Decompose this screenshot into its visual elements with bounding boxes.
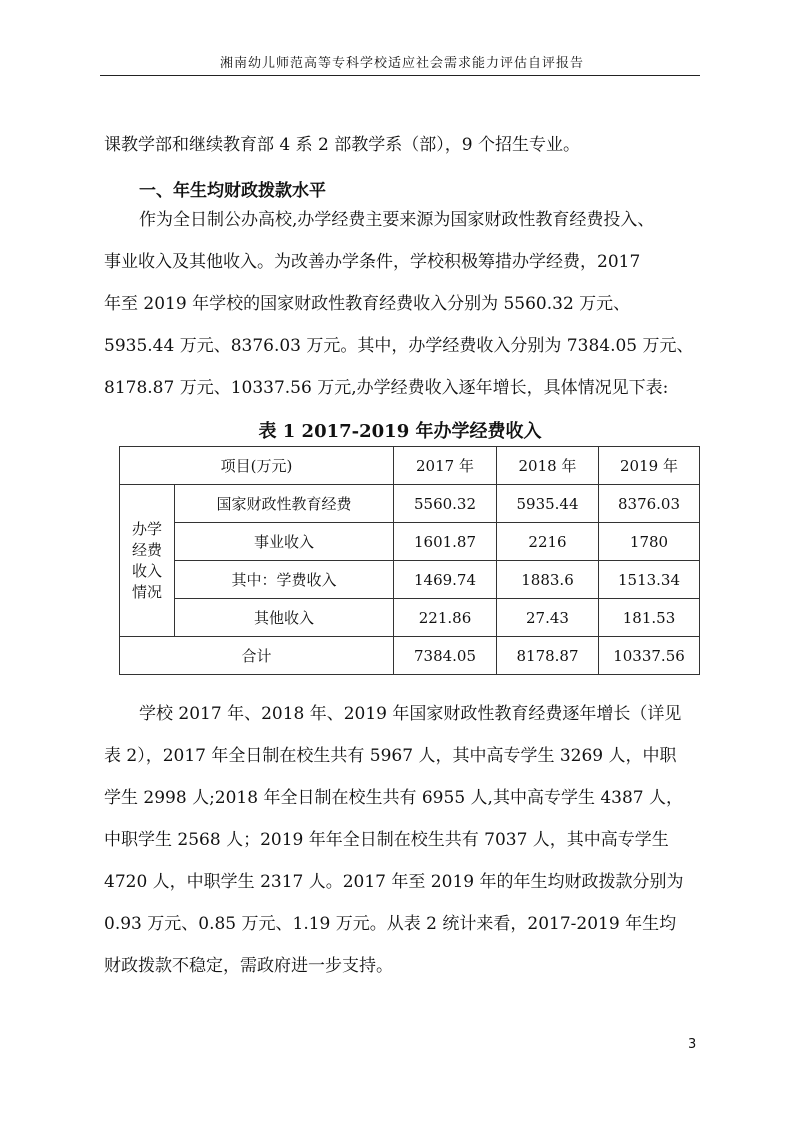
total-cell: 10337.56 (599, 637, 700, 675)
paragraph-line: 课教学部和继续教育部 4 系 2 部教学系（部），9 个招生专业。 (104, 135, 580, 155)
table-row (120, 561, 700, 599)
paragraph-line: 年至 2019 年学校的国家财政性教育经费收入分别为 5560.32 万元、 (104, 294, 631, 314)
table-row (120, 599, 700, 637)
table-row (120, 523, 700, 561)
paragraph-line: 8178.87 万元、10337.56 万元,办学经费收入逐年增长，具体情况见下表: (104, 378, 669, 398)
group-label-cell (120, 485, 175, 637)
paragraph-line: 5935.44 万元、8376.03 万元。其中，办学经费收入分别为 7384.05 万元、 (104, 336, 694, 356)
value-cell: 8376.03 (599, 485, 700, 523)
header-divider (100, 75, 700, 76)
table-caption: 表 1 2017-2019 年办学经费收入 (258, 421, 542, 442)
paragraph-line: 事业收入及其他收入。为改善办学条件，学校积极筹措办学经费，2017 (104, 252, 641, 272)
group-label-line: 收入 (131, 561, 162, 580)
paragraph-line: 中职学生 2568 人；2019 年年全日制在校生共有 7037 人，其中高专学生 (104, 830, 669, 850)
paragraph-line: 4720 人，中职学生 2317 人。2017 年至 2019 年的年生均财政拨款分别为 (104, 872, 684, 892)
header-cell-2017: 2017 年 (394, 447, 497, 485)
table-total-row (120, 637, 700, 675)
value-cell: 5935.44 (497, 485, 599, 523)
value-cell: 221.86 (394, 599, 497, 637)
total-cell: 8178.87 (497, 637, 599, 675)
row-label: 事业收入 (175, 523, 394, 561)
total-label: 合计 (120, 637, 394, 675)
value-cell: 1780 (599, 523, 700, 561)
paragraph-line: 表 2），2017 年全日制在校生共有 5967 人，其中高专学生 3269 人，中职 (104, 746, 677, 766)
section-heading: 一、年生均财政拨款水平 (139, 181, 326, 201)
funding-table (119, 446, 700, 675)
row-label: 其他收入 (175, 599, 394, 637)
paragraph-line: 学生 2998 人;2018 年全日制在校生共有 6955 人,其中高专学生 4387 人， (104, 788, 684, 808)
total-cell: 7384.05 (394, 637, 497, 675)
table-row (120, 485, 700, 523)
header-cell-2018: 2018 年 (497, 447, 599, 485)
value-cell: 5560.32 (394, 485, 497, 523)
group-label-line: 办学 (131, 519, 162, 538)
value-cell: 2216 (497, 523, 599, 561)
value-cell: 1513.34 (599, 561, 700, 599)
header-cell-2019: 2019 年 (599, 447, 700, 485)
table-header-row (120, 447, 700, 485)
row-label: 国家财政性教育经费 (175, 485, 394, 523)
row-label: 其中：学费收入 (175, 561, 394, 599)
value-cell: 1601.87 (394, 523, 497, 561)
page-number: 3 (688, 1037, 697, 1052)
value-cell: 181.53 (599, 599, 700, 637)
paragraph-line: 学校 2017 年、2018 年、2019 年国家财政性教育经费逐年增长（详见 (139, 704, 682, 724)
value-cell: 27.43 (497, 599, 599, 637)
paragraph-line: 0.93 万元、0.85 万元、1.19 万元。从表 2 统计来看，2017-2019 年生均 (104, 914, 677, 934)
group-label-line: 经费 (131, 540, 162, 559)
group-label-line: 情况 (131, 582, 162, 601)
value-cell: 1469.74 (394, 561, 497, 599)
header-cell-item: 项目(万元) (120, 447, 394, 485)
paragraph-line: 财政拨款不稳定，需政府进一步支持。 (104, 956, 393, 976)
document-header: 湘南幼儿师范高等专科学校适应社会需求能力评估自评报告 (219, 56, 584, 71)
value-cell: 1883.6 (497, 561, 599, 599)
paragraph-line: 作为全日制公办高校,办学经费主要来源为国家财政性教育经费投入、 (139, 210, 655, 230)
